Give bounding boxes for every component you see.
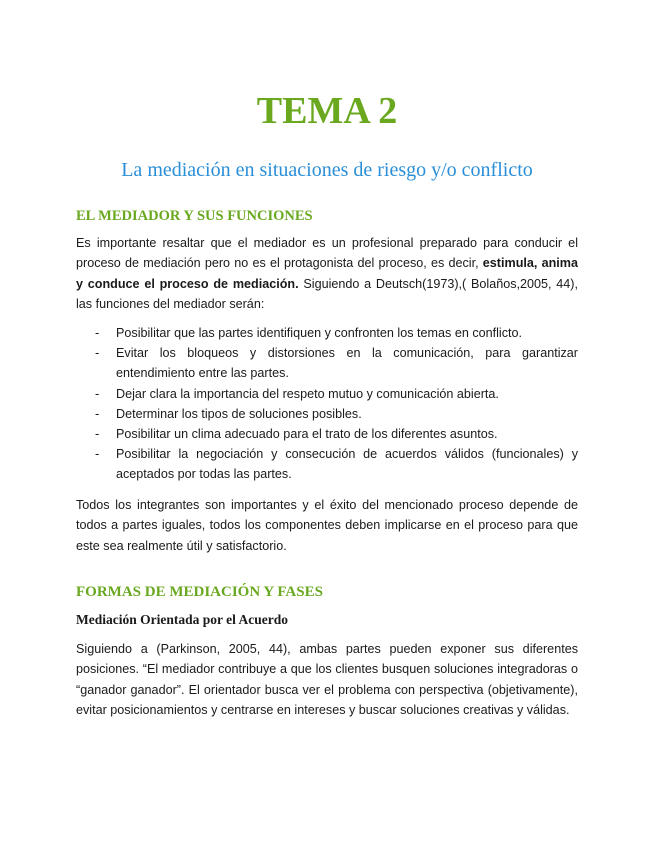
bullet-dash: -: [95, 406, 100, 421]
bullet-dash: -: [95, 346, 100, 361]
intro-text-bold: estimula, anima y conduce el proceso de mediación.: [76, 256, 578, 291]
bullet-dash: -: [95, 427, 100, 442]
document-subtitle: La mediación en situaciones de riesgo y/o conflicto: [121, 159, 533, 181]
bullet-dash: -: [95, 447, 100, 462]
bullet-dash: -: [95, 326, 100, 340]
list-item: [76, 424, 578, 444]
intro-text-part1: Es importante resaltar que el mediador es un profesional preparado para conducir el proceso de mediación pero no es el protagonista del proceso, es decir,: [76, 236, 578, 271]
list-item-text: Posibilitar que las partes identifiquen y confronten los temas en conflicto.: [116, 326, 523, 340]
list-item-text: Dejar clara la importancia del respeto mutuo y comunicación abierta.: [116, 386, 499, 401]
list-item-text: Posibilitar un clima adecuado para el trato de los diferentes asuntos.: [116, 427, 498, 442]
list-item-text: Posibilitar la negociación y consecución de acuerdos válidos (funcionales) y aceptados por todas las partes.: [116, 447, 578, 482]
document-title: TEMA 2: [256, 90, 398, 132]
closing-paragraph: Todos los integrantes son importantes y el éxito del mencionado proceso depende de todos a partes iguales, todos los componentes deben implicarse en el proceso para que este sea realmente útil y satisfactorio.: [76, 498, 578, 553]
list-item-text: Determinar los tipos de soluciones posibles.: [116, 406, 362, 421]
list-item: [76, 384, 578, 404]
section-heading-mediation-forms: FORMAS DE MEDIACIÓN Y FASES: [76, 584, 323, 600]
subheading-agreement-oriented: Mediación Orientada por el Acuerdo: [76, 612, 288, 627]
list-item: [76, 444, 578, 484]
list-item-text: Evitar los bloqueos y distorsiones en la comunicación, para garantizar entendimiento entre las partes.: [116, 346, 578, 381]
mediator-functions-list: [76, 323, 578, 485]
intro-paragraph: [76, 233, 578, 315]
list-item: [76, 404, 578, 424]
intro-text-part2: Siguiendo a Deutsch(1973),( Bolaños,2005, 44), las funciones del mediador serán:: [76, 276, 578, 312]
bullet-dash: -: [95, 386, 100, 401]
agreement-paragraph: Siguiendo a (Parkinson, 2005, 44), ambas partes pueden exponer sus diferentes posiciones. “El mediador contribuye a que los clientes busquen soluciones integradoras o “ganador ganador”. El orientador busca ver el problema con perspectiva (objetivamente), evitar posicionamientos y centrarse en intereses y buscar soluciones creativas y válidas.: [76, 642, 578, 718]
list-item: [76, 343, 578, 383]
section-heading-mediator-functions: EL MEDIADOR Y SUS FUNCIONES: [76, 208, 313, 224]
list-item: [76, 323, 578, 343]
